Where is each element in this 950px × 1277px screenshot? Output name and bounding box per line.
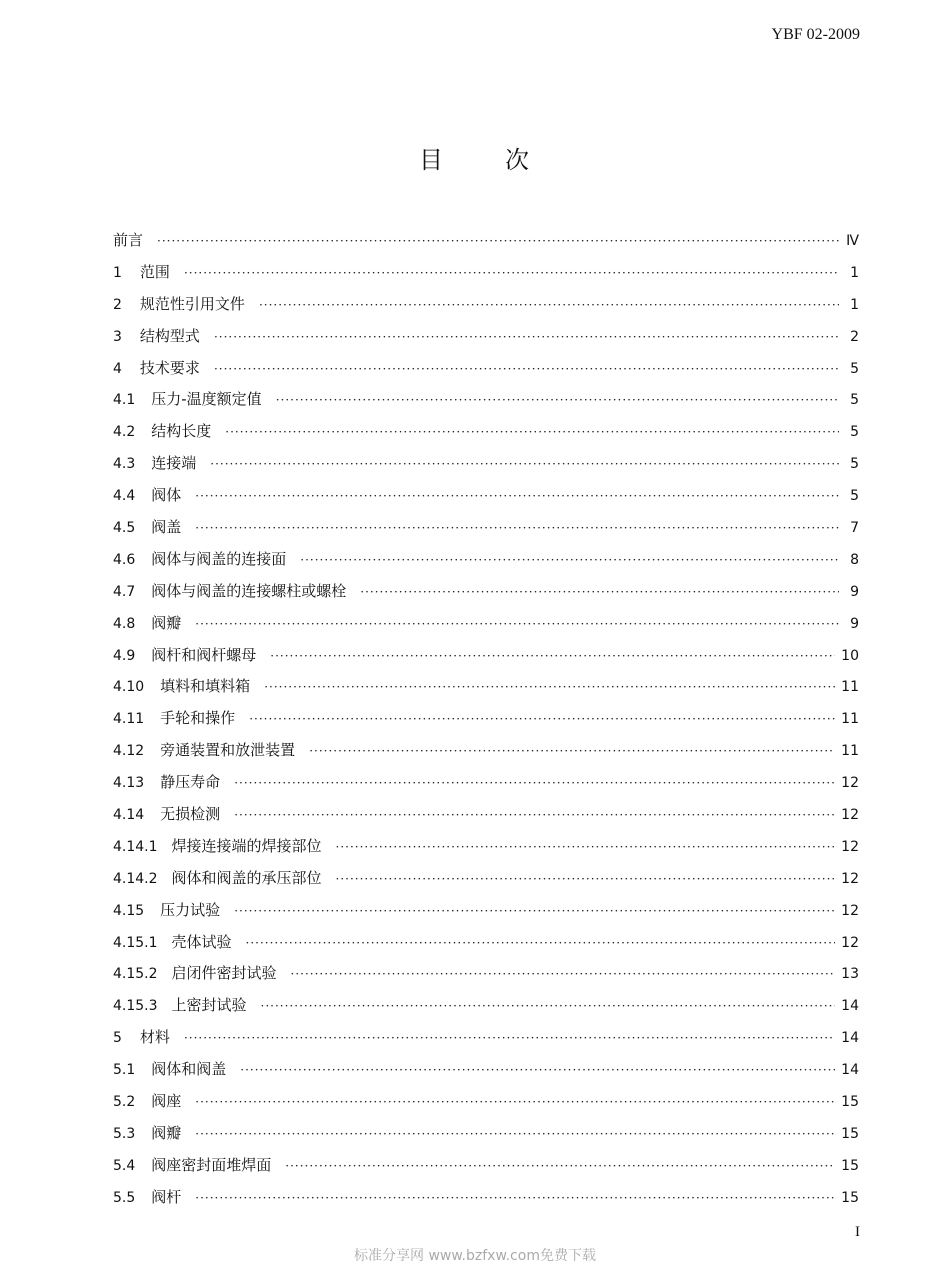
toc-entry-page: 15 [841,1189,859,1206]
toc-entry[interactable] [113,261,859,293]
toc-entry-page: 11 [841,711,859,728]
toc-entry-page: 8 [850,551,859,568]
toc-entry[interactable] [113,644,859,676]
toc-entry-number: 4.14.2 [113,870,158,887]
toc-entry-page: 9 [850,615,859,632]
toc-entry-number: 3 [113,328,122,345]
toc-entry-page: 14 [841,998,859,1015]
toc-entry[interactable] [113,452,859,484]
toc-entry[interactable] [113,580,859,612]
toc-leader-dots [195,1127,835,1141]
toc-entry[interactable] [113,1154,859,1186]
toc-leader-dots [285,1159,835,1173]
toc-entry[interactable] [113,612,859,644]
toc-entry[interactable] [113,484,859,516]
toc-entry-number: 4.6 [113,551,136,568]
toc-entry-page: 11 [841,743,859,760]
toc-leader-dots [195,1191,835,1205]
toc-leader-dots [214,330,839,344]
toc-entry-label: 阀体和阀盖的承压部位 [171,868,322,887]
toc-leader-dots [300,553,839,567]
toc-entry-page: 11 [841,679,859,696]
toc-entry-label: 壳体试验 [171,932,232,951]
toc-entry-page: 5 [850,456,859,473]
toc-entry-number: 5.1 [113,1062,136,1079]
toc-entry-number: 4.15.1 [113,934,158,951]
toc-leader-dots [225,425,839,439]
toc-entry-label: 阀体与阀盖的连接面 [151,549,287,568]
toc-entry-label: 填料和填料箱 [160,677,251,696]
toc-leader-dots [234,904,835,918]
toc-entry-page: 5 [850,424,859,441]
toc-entry-label: 无损检测 [160,805,221,824]
toc-entry-label: 阀体和阀盖 [151,1060,227,1079]
toc-entry-page: 2 [850,328,859,345]
toc-entry-page: 12 [841,934,859,951]
toc-entry-number: 4.1 [113,392,136,409]
toc-entry[interactable] [113,1186,859,1218]
toc-entry-number: 4 [113,360,122,377]
toc-leader-dots [360,585,839,599]
toc-leader-dots [246,936,836,950]
toc-entry[interactable] [113,420,859,452]
toc-entry[interactable] [113,516,859,548]
toc-entry-page: 1 [850,296,859,313]
toc-leader-dots [336,872,836,886]
toc-leader-dots [336,840,836,854]
toc-entry-label: 阀杆和阀杆螺母 [151,645,257,664]
toc-leader-dots [264,680,835,694]
toc-entry-label: 材料 [139,1028,170,1047]
toc-leader-dots [214,362,839,376]
toc-entry-label: 启闭件密封试验 [171,964,277,983]
toc-entry-page: 9 [850,583,859,600]
toc-entry-number: 4.12 [113,743,145,760]
toc-entry-number: 5.4 [113,1157,136,1174]
table-of-contents [113,229,859,1218]
toc-entry-label: 焊接连接端的焊接部位 [171,836,322,855]
toc-leader-dots [157,234,839,248]
toc-leader-dots [259,298,839,312]
toc-entry[interactable] [113,803,859,835]
toc-leader-dots [249,712,835,726]
toc-leader-dots [240,1063,835,1077]
toc-entry-number: 4.5 [113,520,136,537]
toc-entry[interactable] [113,707,859,739]
watermark-footer: 标准分享网 www.bzfxw.com免费下载 [354,1248,596,1264]
toc-leader-dots [195,1095,835,1109]
toc-entry[interactable] [113,835,859,867]
toc-entry-label: 结构型式 [139,326,200,345]
toc-leader-dots [291,967,836,981]
toc-entry-number: 4.4 [113,488,136,505]
toc-entry-label: 阀盖 [151,518,182,537]
toc-entry-label: 阀瓣 [151,613,182,632]
toc-title-part1: 目 [419,146,445,174]
toc-leader-dots [195,617,839,631]
toc-entry-number: 5 [113,1030,122,1047]
toc-entry[interactable] [113,1058,859,1090]
toc-entry[interactable] [113,962,859,994]
toc-entry-page: 12 [841,870,859,887]
toc-leader-dots [195,489,839,503]
toc-entry-page: 5 [850,392,859,409]
toc-entry-label: 压力试验 [160,900,221,919]
toc-title-part2: 次 [505,146,531,174]
toc-entry[interactable] [113,293,859,325]
toc-entry-number: 5.2 [113,1094,136,1111]
toc-entry-number: 4.7 [113,583,136,600]
toc-leader-dots [184,1031,835,1045]
toc-entry-label: 阀座 [151,1092,182,1111]
toc-entry[interactable] [113,675,859,707]
toc-entry[interactable] [113,229,859,261]
toc-entry[interactable] [113,771,859,803]
toc-entry-label: 阀杆 [151,1187,182,1206]
toc-entry-label: 前言 [113,231,144,249]
toc-leader-dots [184,266,839,280]
toc-entry-page: 12 [841,902,859,919]
toc-entry-label: 手轮和操作 [160,709,236,728]
toc-leader-dots [195,521,839,535]
toc-leader-dots [270,649,835,663]
toc-entry-number: 4.15.2 [113,966,158,983]
toc-leader-dots [234,776,835,790]
toc-entry[interactable] [113,739,859,771]
toc-entry-number: 4.15 [113,902,145,919]
toc-entry-label: 旁通装置和放泄装置 [160,741,296,760]
toc-leader-dots [309,744,835,758]
toc-leader-dots [210,457,839,471]
toc-entry-number: 5.5 [113,1189,136,1206]
toc-entry-label: 结构长度 [151,422,212,441]
toc-entry[interactable] [113,1026,859,1058]
toc-entry-label: 连接端 [151,454,197,473]
toc-entry-label: 阀体 [151,486,182,505]
toc-entry-page: 7 [850,520,859,537]
toc-entry-page: 13 [841,966,859,983]
toc-entry-page: 14 [841,1030,859,1047]
toc-entry-page: 5 [850,488,859,505]
toc-entry[interactable] [113,388,859,420]
toc-entry-number: 5.3 [113,1125,136,1142]
toc-entry-page: 14 [841,1062,859,1079]
toc-entry[interactable] [113,1122,859,1154]
toc-entry-number: 4.9 [113,647,136,664]
toc-entry[interactable] [113,867,859,899]
toc-entry-number: 4.10 [113,679,145,696]
toc-entry[interactable] [113,994,859,1026]
toc-entry-number: 4.3 [113,456,136,473]
toc-entry-page: 15 [841,1094,859,1111]
toc-entry-label: 技术要求 [139,358,200,377]
toc-entry-page: 1 [850,264,859,281]
toc-entry-page: 12 [841,775,859,792]
toc-entry-label: 阀座密封面堆焊面 [151,1155,272,1174]
toc-entry-number: 4.2 [113,424,136,441]
toc-entry-page: Ⅳ [846,233,859,249]
toc-entry-page: 15 [841,1157,859,1174]
toc-entry-label: 静压寿命 [160,773,221,792]
toc-entry-page: 12 [841,838,859,855]
toc-title [0,140,950,175]
toc-entry-number: 2 [113,296,122,313]
toc-leader-dots [234,808,835,822]
toc-entry[interactable] [113,1090,859,1122]
toc-entry[interactable] [113,357,859,389]
toc-entry-number: 4.14 [113,807,145,824]
toc-entry[interactable] [113,931,859,963]
toc-entry-page: 5 [850,360,859,377]
toc-entry-number: 4.8 [113,615,136,632]
toc-entry-number: 1 [113,264,122,281]
toc-leader-dots [261,999,836,1013]
toc-entry-number: 4.14.1 [113,838,158,855]
toc-entry-label: 规范性引用文件 [139,294,245,313]
toc-entry-label: 阀体与阀盖的连接螺柱或螺栓 [151,581,347,600]
toc-entry-page: 15 [841,1125,859,1142]
document-code: YBF 02-2009 [771,26,860,43]
toc-entry-label: 范围 [139,262,170,281]
toc-entry[interactable] [113,548,859,580]
toc-entry-label: 上密封试验 [171,996,247,1015]
toc-leader-dots [276,393,839,407]
toc-entry-number: 4.15.3 [113,998,158,1015]
toc-entry-number: 4.13 [113,775,145,792]
toc-entry-label: 压力-温度额定值 [151,390,262,409]
toc-entry-label: 阀瓣 [151,1123,182,1142]
page-number: I [855,1224,860,1240]
toc-entry-page: 12 [841,807,859,824]
toc-entry-number: 4.11 [113,711,145,728]
toc-entry-page: 10 [841,647,859,664]
toc-entry[interactable] [113,899,859,931]
toc-entry[interactable] [113,325,859,357]
